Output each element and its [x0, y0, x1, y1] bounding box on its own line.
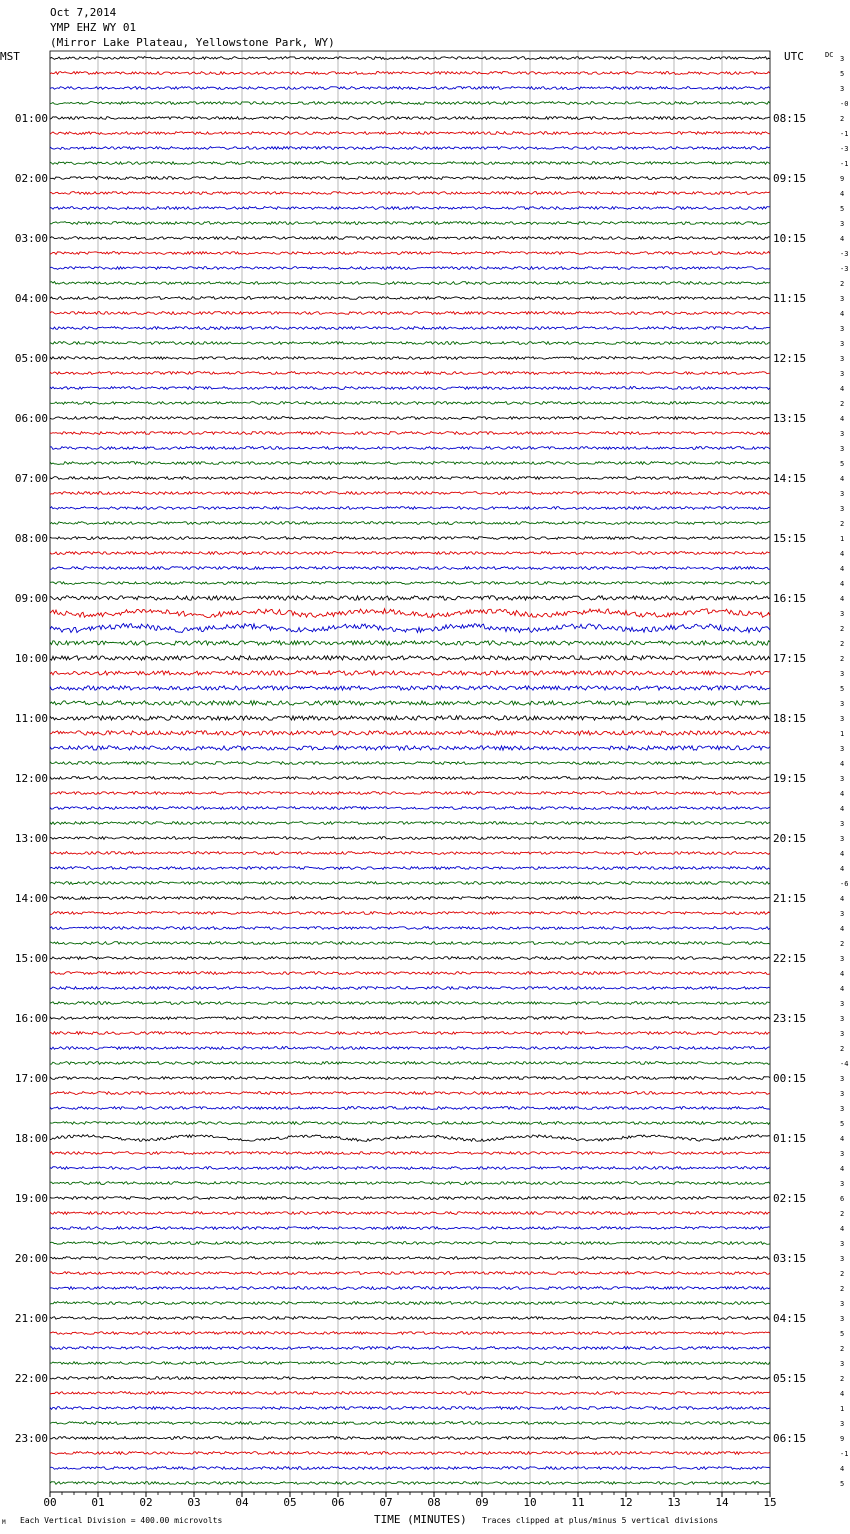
left-hour-label: 12:00 — [14, 772, 48, 785]
x-tick-label: 05 — [283, 1496, 297, 1509]
seismic-trace — [50, 582, 770, 585]
x-axis — [43, 1492, 776, 1509]
right-hour-label: 09:15 — [773, 172, 807, 185]
seismic-trace — [50, 57, 770, 60]
right-hour-label: 08:15 — [773, 112, 807, 125]
dc-offset-label: 2 — [840, 280, 845, 288]
seismic-trace — [50, 312, 770, 315]
dc-offset-label: 3 — [840, 1420, 845, 1428]
left-hour-label: 13:00 — [14, 832, 48, 845]
left-hour-label: 21:00 — [14, 1312, 48, 1325]
left-hour-label: 06:00 — [14, 412, 48, 425]
dc-offset-label: 3 — [840, 490, 845, 498]
seismic-trace — [50, 222, 770, 225]
dc-offset-label: 4 — [840, 1225, 845, 1233]
x-tick-label: 10 — [523, 1496, 537, 1509]
seismic-trace — [50, 641, 770, 645]
dc-offset-label: 3 — [840, 670, 845, 678]
seismic-trace — [50, 852, 770, 855]
right-hour-label: 22:15 — [773, 952, 807, 965]
dc-offset-label: 3 — [840, 430, 845, 438]
right-hour-label: 10:15 — [773, 232, 807, 245]
seismic-trace — [50, 237, 770, 240]
dc-offset-label: 3 — [840, 1105, 845, 1113]
seismic-trace — [50, 609, 770, 618]
left-hour-label: 03:00 — [14, 232, 48, 245]
dc-offset-label: 3 — [840, 610, 845, 618]
left-hour-label: 17:00 — [14, 1072, 48, 1085]
dc-offset-label: 2 — [840, 1345, 845, 1353]
left-hour-label: 01:00 — [14, 112, 48, 125]
seismic-trace — [50, 1077, 770, 1080]
seismic-trace — [50, 912, 770, 915]
dc-offset-label: 3 — [840, 370, 845, 378]
header-station: YMP EHZ WY 01 — [50, 21, 137, 34]
right-hour-label: 23:15 — [773, 1012, 807, 1025]
left-hour-label: 07:00 — [14, 472, 48, 485]
seismic-trace — [50, 656, 770, 660]
dc-offset-label: 4 — [840, 760, 845, 768]
dc-offset-label: 9 — [840, 1435, 845, 1443]
left-hour-label: 10:00 — [14, 652, 48, 665]
dc-offset-label: 4 — [840, 985, 845, 993]
seismic-trace — [50, 1197, 770, 1200]
seismic-trace — [50, 522, 770, 525]
dc-offset-label: 4 — [840, 580, 845, 588]
seismic-trace — [50, 807, 770, 810]
right-hour-label: 17:15 — [773, 652, 807, 665]
seismic-trace — [50, 1122, 770, 1125]
seismic-trace — [50, 447, 770, 450]
seismic-trace — [50, 1152, 770, 1155]
right-hour-label: 15:15 — [773, 532, 807, 545]
x-tick-label: 08 — [427, 1496, 441, 1509]
seismic-trace — [50, 1227, 770, 1230]
left-hour-label: 19:00 — [14, 1192, 48, 1205]
seismic-trace — [50, 624, 770, 633]
dc-offset-label: 3 — [840, 1300, 845, 1308]
dc-offset-label: 5 — [840, 685, 845, 693]
dc-offset-label: 3 — [840, 355, 845, 363]
x-tick-label: 09 — [475, 1496, 489, 1509]
dc-offset-label: -6 — [840, 880, 849, 888]
seismic-trace — [50, 267, 770, 270]
seismic-trace — [50, 1467, 770, 1470]
seismic-trace — [50, 342, 770, 345]
dc-offset-label: 2 — [840, 655, 845, 663]
seismic-trace — [50, 1002, 770, 1005]
dc-offset-label: 3 — [840, 1315, 845, 1323]
seismic-trace — [50, 762, 770, 765]
seismic-trace — [50, 387, 770, 390]
dc-offset-label: 5 — [840, 460, 845, 468]
x-tick-label: 13 — [667, 1496, 681, 1509]
dc-offset-label: 4 — [840, 1390, 845, 1398]
seismic-trace — [50, 942, 770, 945]
dc-offset-label: 3 — [840, 505, 845, 513]
left-hour-label: 16:00 — [14, 1012, 48, 1025]
seismic-trace — [50, 147, 770, 150]
dc-offset-label: 5 — [840, 205, 845, 213]
left-hour-label: 23:00 — [14, 1432, 48, 1445]
dc-offset-label: 3 — [840, 910, 845, 918]
seismic-trace — [50, 1392, 770, 1395]
dc-offset-label: 4 — [840, 190, 845, 198]
dc-offset-label: 5 — [840, 1120, 845, 1128]
dc-offset-label: -3 — [840, 265, 849, 273]
seismic-trace — [50, 462, 770, 465]
left-hour-label: 08:00 — [14, 532, 48, 545]
dc-offset-label: 4 — [840, 865, 845, 873]
seismic-trace — [50, 972, 770, 975]
seismic-trace — [50, 357, 770, 360]
dc-offset-label: 4 — [840, 805, 845, 813]
dc-offset-label: 3 — [840, 1255, 845, 1263]
dc-offset-label: 4 — [840, 235, 845, 243]
seismic-trace — [50, 417, 770, 420]
seismic-trace — [50, 1107, 770, 1110]
left-hour-label: 18:00 — [14, 1132, 48, 1145]
footer-scale-note: Each Vertical Division = 400.00 microvolts — [20, 1516, 223, 1525]
x-tick-label: 12 — [619, 1496, 633, 1509]
seismic-trace — [50, 1407, 770, 1410]
dc-offset-label: 3 — [840, 55, 845, 63]
seismic-trace — [50, 957, 770, 960]
footer-clip-note: Traces clipped at plus/minus 5 vertical divisions — [482, 1516, 719, 1525]
seismic-trace — [50, 402, 770, 405]
seismic-trace — [50, 1257, 770, 1260]
dc-offset-label: 3 — [840, 1030, 845, 1038]
seismic-trace — [50, 87, 770, 90]
seismic-trace — [50, 1212, 770, 1215]
dc-offset-label: 1 — [840, 730, 845, 738]
seismic-trace — [50, 162, 770, 165]
dc-offset-label: 4 — [840, 970, 845, 978]
dc-offset-label: 3 — [840, 1150, 845, 1158]
seismic-trace — [50, 1287, 770, 1290]
seismic-trace — [50, 1182, 770, 1185]
dc-offset-label: 4 — [840, 1465, 845, 1473]
dc-offset-label: -4 — [840, 1060, 849, 1068]
seismic-trace — [50, 1332, 770, 1335]
seismic-trace — [50, 117, 770, 120]
seismic-trace — [50, 671, 770, 675]
dc-offset-label: 2 — [840, 625, 845, 633]
dc-offset-label: 1 — [840, 1405, 845, 1413]
right-hour-label: 11:15 — [773, 292, 807, 305]
seismic-trace — [50, 432, 770, 435]
seismic-trace — [50, 882, 770, 885]
dc-offset-label: 4 — [840, 475, 845, 483]
seismic-trace — [50, 987, 770, 990]
seismic-trace — [50, 1347, 770, 1350]
right-hour-label: 00:15 — [773, 1072, 807, 1085]
dc-offset-label: 3 — [840, 220, 845, 228]
seismic-trace — [50, 132, 770, 135]
seismic-trace — [50, 1422, 770, 1425]
seismic-trace — [50, 327, 770, 330]
left-zone-label: MST — [0, 50, 20, 63]
dc-offset-label: 4 — [840, 790, 845, 798]
seismic-trace — [50, 1092, 770, 1095]
seismic-trace — [50, 897, 770, 900]
seismic-trace — [50, 192, 770, 195]
seismic-trace — [50, 731, 770, 735]
x-tick-label: 02 — [139, 1496, 153, 1509]
dc-offset-label: -0 — [840, 100, 849, 108]
footer-corner-mark: M — [2, 1519, 6, 1526]
seismic-trace — [50, 507, 770, 510]
right-hour-label: 01:15 — [773, 1132, 807, 1145]
seismic-trace — [50, 777, 770, 780]
dc-offset-label: -1 — [840, 1450, 849, 1458]
dc-offset-label: 3 — [840, 700, 845, 708]
x-tick-label: 15 — [763, 1496, 777, 1509]
seismic-trace — [50, 297, 770, 300]
left-hour-label: 20:00 — [14, 1252, 48, 1265]
seismic-trace — [50, 102, 770, 105]
dc-offset-label: -3 — [840, 250, 849, 258]
dc-offset-label: 3 — [840, 1180, 845, 1188]
dc-offset-label: 3 — [840, 325, 845, 333]
dc-offset-label: 5 — [840, 70, 845, 78]
seismic-trace — [50, 282, 770, 285]
x-tick-label: 00 — [43, 1496, 57, 1509]
right-hour-label: 20:15 — [773, 832, 807, 845]
right-hour-label: 05:15 — [773, 1372, 807, 1385]
dc-offset-label: 2 — [840, 1285, 845, 1293]
dc-offset-label: -1 — [840, 130, 849, 138]
seismic-trace — [50, 567, 770, 570]
right-hour-label: 06:15 — [773, 1432, 807, 1445]
dc-offset-label: 3 — [840, 1360, 845, 1368]
dc-offset-label: 4 — [840, 1135, 845, 1143]
dc-offset-label: 3 — [840, 835, 845, 843]
header-location: (Mirror Lake Plateau, Yellowstone Park, WY) — [50, 36, 335, 49]
seismic-trace — [50, 1167, 770, 1170]
x-axis-title: TIME (MINUTES) — [374, 1513, 467, 1526]
dc-label: DC — [825, 51, 834, 59]
dc-offset-label: 3 — [840, 955, 845, 963]
dc-offset-label: 3 — [840, 85, 845, 93]
dc-offset-label: 3 — [840, 445, 845, 453]
dc-offset-label: 2 — [840, 1375, 845, 1383]
dc-offset-label: 3 — [840, 295, 845, 303]
seismic-trace — [50, 537, 770, 540]
right-hour-label: 14:15 — [773, 472, 807, 485]
x-tick-label: 07 — [379, 1496, 393, 1509]
left-hour-label: 11:00 — [14, 712, 48, 725]
dc-offset-label: 3 — [840, 1240, 845, 1248]
dc-offset-label: 4 — [840, 415, 845, 423]
seismic-trace — [50, 1377, 770, 1380]
dc-offset-label: 4 — [840, 310, 845, 318]
right-hour-label: 12:15 — [773, 352, 807, 365]
dc-offset-label: 1 — [840, 535, 845, 543]
x-tick-label: 11 — [571, 1496, 585, 1509]
dc-offset-label: 3 — [840, 1090, 845, 1098]
x-tick-label: 04 — [235, 1496, 249, 1509]
seismic-trace — [50, 701, 770, 705]
seismic-trace — [50, 746, 770, 750]
dc-offset-label: 3 — [840, 340, 845, 348]
left-hour-label: 02:00 — [14, 172, 48, 185]
seismic-trace — [50, 492, 770, 495]
seismic-trace — [50, 686, 770, 690]
dc-offset-label: 2 — [840, 1270, 845, 1278]
right-hour-label: 13:15 — [773, 412, 807, 425]
seismic-trace — [50, 1272, 770, 1275]
seismic-trace — [50, 596, 770, 600]
seismic-trace — [50, 252, 770, 255]
dc-offset-label: 4 — [840, 550, 845, 558]
seismic-trace — [50, 207, 770, 210]
seismic-trace — [50, 372, 770, 375]
dc-offset-label: 2 — [840, 520, 845, 528]
dc-offset-label: 2 — [840, 640, 845, 648]
right-hour-label: 21:15 — [773, 892, 807, 905]
seismic-trace — [50, 1242, 770, 1245]
seismic-trace — [50, 1437, 770, 1440]
dc-offset-label: 4 — [840, 595, 845, 603]
dc-offset-label: 9 — [840, 175, 845, 183]
seismic-trace — [50, 1135, 770, 1142]
dc-offset-label: 3 — [840, 1075, 845, 1083]
seismic-trace — [50, 792, 770, 795]
right-hour-label: 18:15 — [773, 712, 807, 725]
dc-offset-label: 4 — [840, 850, 845, 858]
dc-offset-label: 6 — [840, 1195, 845, 1203]
dc-offset-label: 3 — [840, 775, 845, 783]
seismic-trace — [50, 1362, 770, 1365]
seismic-trace — [50, 72, 770, 75]
dc-offset-label: 4 — [840, 385, 845, 393]
dc-offset-label: 4 — [840, 565, 845, 573]
dc-offset-label: 3 — [840, 820, 845, 828]
right-zone-label: UTC — [784, 50, 804, 63]
dc-offset-label: 5 — [840, 1330, 845, 1338]
seismic-trace — [50, 837, 770, 840]
seismic-trace — [50, 1032, 770, 1035]
dc-offset-label: 3 — [840, 715, 845, 723]
seismic-trace — [50, 927, 770, 930]
seismic-trace — [50, 716, 770, 720]
left-hour-label: 09:00 — [14, 592, 48, 605]
x-tick-label: 06 — [331, 1496, 345, 1509]
left-hour-label: 14:00 — [14, 892, 48, 905]
dc-offset-label: 2 — [840, 1210, 845, 1218]
seismic-trace — [50, 867, 770, 870]
dc-offset-labels — [840, 55, 848, 1488]
dc-offset-label: 4 — [840, 1165, 845, 1173]
seismic-trace — [50, 1452, 770, 1455]
x-tick-label: 01 — [91, 1496, 105, 1509]
dc-offset-label: 2 — [840, 400, 845, 408]
right-hour-label: 16:15 — [773, 592, 807, 605]
dc-offset-label: 5 — [840, 1480, 845, 1488]
dc-offset-label: 2 — [840, 1045, 845, 1053]
right-hour-label: 04:15 — [773, 1312, 807, 1325]
dc-offset-label: -3 — [840, 145, 849, 153]
seismic-trace — [50, 1302, 770, 1305]
seismic-trace — [50, 1047, 770, 1050]
left-hour-label: 04:00 — [14, 292, 48, 305]
seismic-trace — [50, 477, 770, 480]
seismic-trace — [50, 177, 770, 180]
dc-offset-label: 3 — [840, 1015, 845, 1023]
seismic-trace — [50, 1317, 770, 1320]
seismic-trace — [50, 822, 770, 825]
left-hour-label: 05:00 — [14, 352, 48, 365]
seismic-trace — [50, 1017, 770, 1020]
dc-offset-label: 4 — [840, 925, 845, 933]
x-tick-label: 03 — [187, 1496, 201, 1509]
seismic-trace — [50, 552, 770, 555]
dc-offset-label: 2 — [840, 940, 845, 948]
right-hour-label: 19:15 — [773, 772, 807, 785]
seismic-trace — [50, 1482, 770, 1485]
x-tick-label: 14 — [715, 1496, 729, 1509]
dc-offset-label: 3 — [840, 1000, 845, 1008]
left-hour-label: 22:00 — [14, 1372, 48, 1385]
dc-offset-label: 3 — [840, 745, 845, 753]
seismic-trace — [50, 1062, 770, 1065]
left-hour-label: 15:00 — [14, 952, 48, 965]
dc-offset-label: -1 — [840, 160, 849, 168]
right-hour-label: 03:15 — [773, 1252, 807, 1265]
trace-lines — [50, 57, 770, 1485]
header-date: Oct 7,2014 — [50, 6, 117, 19]
right-hour-label: 02:15 — [773, 1192, 807, 1205]
dc-offset-label: 2 — [840, 115, 845, 123]
dc-offset-label: 4 — [840, 895, 845, 903]
